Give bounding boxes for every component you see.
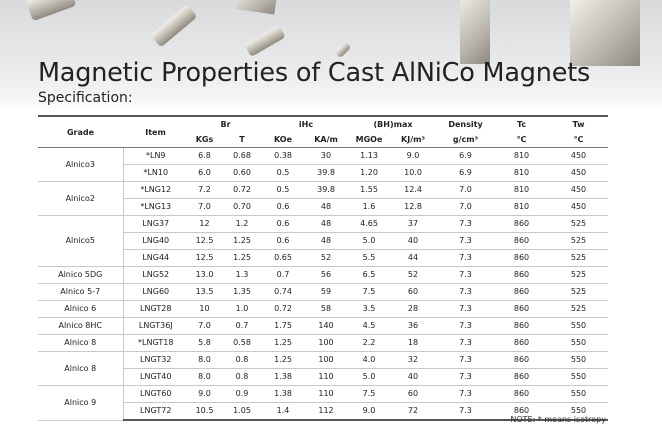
t-cell: 0.58 bbox=[221, 335, 263, 352]
mgoe-cell: 1.55 bbox=[349, 182, 389, 199]
magnet-rod-image bbox=[26, 0, 77, 21]
tw-cell: 550 bbox=[549, 369, 608, 386]
tc-cell: 860 bbox=[494, 233, 549, 250]
kgs-cell: 8.0 bbox=[188, 369, 221, 386]
koe-cell: 0.5 bbox=[263, 182, 303, 199]
kjm-cell: 40 bbox=[389, 233, 437, 250]
magnet-block-image bbox=[237, 0, 278, 15]
density-cell: 7.0 bbox=[437, 182, 494, 199]
unit-koe: KOe bbox=[263, 132, 303, 148]
tc-cell: 860 bbox=[494, 267, 549, 284]
koe-cell: 0.7 bbox=[263, 267, 303, 284]
tc-cell: 810 bbox=[494, 148, 549, 165]
item-cell: LNGT32 bbox=[123, 352, 188, 369]
density-cell: 7.3 bbox=[437, 284, 494, 301]
table-row bbox=[38, 165, 608, 182]
kam-cell: 48 bbox=[303, 199, 349, 216]
table-row bbox=[38, 352, 608, 369]
mgoe-cell: 7.5 bbox=[349, 284, 389, 301]
mgoe-cell: 4.5 bbox=[349, 318, 389, 335]
kjm-cell: 9.0 bbox=[389, 148, 437, 165]
koe-cell: 1.25 bbox=[263, 352, 303, 369]
table-row bbox=[38, 386, 608, 403]
kgs-cell: 8.0 bbox=[188, 352, 221, 369]
tw-cell: 525 bbox=[549, 216, 608, 233]
koe-cell: 1.4 bbox=[263, 403, 303, 421]
tc-cell: 860 bbox=[494, 352, 549, 369]
grade-cell: Alnico 8 bbox=[38, 335, 123, 352]
mgoe-cell: 4.65 bbox=[349, 216, 389, 233]
t-cell: 1.25 bbox=[221, 233, 263, 250]
unit-kgs: KGs bbox=[188, 132, 221, 148]
koe-cell: 0.74 bbox=[263, 284, 303, 301]
koe-cell: 0.38 bbox=[263, 148, 303, 165]
density-cell: 7.3 bbox=[437, 369, 494, 386]
table-row bbox=[38, 216, 608, 233]
kgs-cell: 12.5 bbox=[188, 250, 221, 267]
kam-cell: 110 bbox=[303, 369, 349, 386]
kjm-cell: 10.0 bbox=[389, 165, 437, 182]
t-cell: 0.72 bbox=[221, 182, 263, 199]
density-cell: 7.0 bbox=[437, 199, 494, 216]
mgoe-cell: 1.13 bbox=[349, 148, 389, 165]
density-cell: 7.3 bbox=[437, 318, 494, 335]
item-cell: LNGT28 bbox=[123, 301, 188, 318]
density-cell: 6.9 bbox=[437, 148, 494, 165]
tw-cell: 550 bbox=[549, 318, 608, 335]
tw-cell: 525 bbox=[549, 284, 608, 301]
kgs-cell: 5.8 bbox=[188, 335, 221, 352]
unit-tw: ℃ bbox=[549, 132, 608, 148]
koe-cell: 1.38 bbox=[263, 386, 303, 403]
tc-cell: 860 bbox=[494, 250, 549, 267]
kjm-cell: 60 bbox=[389, 284, 437, 301]
t-cell: 1.3 bbox=[221, 267, 263, 284]
table-row bbox=[38, 148, 608, 165]
item-cell: *LNG13 bbox=[123, 199, 188, 216]
mgoe-cell: 9.0 bbox=[349, 403, 389, 421]
item-cell: LNG60 bbox=[123, 284, 188, 301]
table-body bbox=[38, 148, 608, 421]
kjm-cell: 32 bbox=[389, 352, 437, 369]
kam-cell: 59 bbox=[303, 284, 349, 301]
t-cell: 0.60 bbox=[221, 165, 263, 182]
col-br-header: Br bbox=[188, 116, 263, 132]
magnet-rod-image bbox=[335, 42, 352, 59]
item-cell: LNG40 bbox=[123, 233, 188, 250]
col-tw-header: Tw bbox=[549, 116, 608, 132]
t-cell: 1.2 bbox=[221, 216, 263, 233]
tw-cell: 550 bbox=[549, 352, 608, 369]
table-row bbox=[38, 182, 608, 199]
kam-cell: 39.8 bbox=[303, 182, 349, 199]
item-cell: *LN10 bbox=[123, 165, 188, 182]
mgoe-cell: 3.5 bbox=[349, 301, 389, 318]
kgs-cell: 6.8 bbox=[188, 148, 221, 165]
mgoe-cell: 7.5 bbox=[349, 386, 389, 403]
t-cell: 0.7 bbox=[221, 318, 263, 335]
page-title: Magnetic Properties of Cast AlNiCo Magnets bbox=[38, 58, 591, 88]
kjm-cell: 72 bbox=[389, 403, 437, 421]
tc-cell: 860 bbox=[494, 386, 549, 403]
tw-cell: 450 bbox=[549, 165, 608, 182]
kgs-cell: 7.0 bbox=[188, 318, 221, 335]
kam-cell: 140 bbox=[303, 318, 349, 335]
item-cell: LNGT36J bbox=[123, 318, 188, 335]
kgs-cell: 12.5 bbox=[188, 233, 221, 250]
grade-cell: Alnico 9 bbox=[38, 386, 123, 421]
item-cell: LNGT60 bbox=[123, 386, 188, 403]
item-cell: *LN9 bbox=[123, 148, 188, 165]
magnet-block-image bbox=[570, 0, 640, 66]
kjm-cell: 44 bbox=[389, 250, 437, 267]
table-row bbox=[38, 233, 608, 250]
tc-cell: 860 bbox=[494, 335, 549, 352]
t-cell: 0.9 bbox=[221, 386, 263, 403]
density-cell: 7.3 bbox=[437, 267, 494, 284]
tw-cell: 525 bbox=[549, 233, 608, 250]
col-grade-header: Grade bbox=[38, 116, 123, 148]
table-header bbox=[38, 116, 608, 148]
magnet-rod-image bbox=[150, 4, 197, 47]
table-row bbox=[38, 369, 608, 386]
tc-cell: 810 bbox=[494, 199, 549, 216]
kgs-cell: 13.0 bbox=[188, 267, 221, 284]
kam-cell: 58 bbox=[303, 301, 349, 318]
grade-cell: Alnico 5DG bbox=[38, 267, 123, 284]
koe-cell: 1.38 bbox=[263, 369, 303, 386]
t-cell: 1.25 bbox=[221, 250, 263, 267]
kam-cell: 56 bbox=[303, 267, 349, 284]
density-cell: 7.3 bbox=[437, 250, 494, 267]
kam-cell: 110 bbox=[303, 386, 349, 403]
koe-cell: 1.25 bbox=[263, 335, 303, 352]
grade-cell: Alnico 8HC bbox=[38, 318, 123, 335]
grade-cell: Alnico3 bbox=[38, 148, 123, 182]
mgoe-cell: 1.20 bbox=[349, 165, 389, 182]
kam-cell: 112 bbox=[303, 403, 349, 421]
col-ihc-header: iHc bbox=[263, 116, 349, 132]
item-cell: *LNG12 bbox=[123, 182, 188, 199]
kjm-cell: 18 bbox=[389, 335, 437, 352]
col-item-header: Item bbox=[123, 116, 188, 148]
kgs-cell: 7.0 bbox=[188, 199, 221, 216]
t-cell: 1.05 bbox=[221, 403, 263, 421]
grade-cell: Alnico 5-7 bbox=[38, 284, 123, 301]
grade-cell: Alnico5 bbox=[38, 216, 123, 267]
koe-cell: 1.75 bbox=[263, 318, 303, 335]
t-cell: 0.8 bbox=[221, 369, 263, 386]
density-cell: 6.9 bbox=[437, 165, 494, 182]
koe-cell: 0.6 bbox=[263, 216, 303, 233]
table-row bbox=[38, 284, 608, 301]
kjm-cell: 12.8 bbox=[389, 199, 437, 216]
table-row bbox=[38, 250, 608, 267]
density-cell: 7.3 bbox=[437, 352, 494, 369]
mgoe-cell: 5.0 bbox=[349, 233, 389, 250]
kjm-cell: 37 bbox=[389, 216, 437, 233]
item-cell: LNG52 bbox=[123, 267, 188, 284]
mgoe-cell: 6.5 bbox=[349, 267, 389, 284]
magnet-block-image bbox=[460, 0, 490, 64]
kjm-cell: 36 bbox=[389, 318, 437, 335]
mgoe-cell: 2.2 bbox=[349, 335, 389, 352]
tw-cell: 525 bbox=[549, 250, 608, 267]
kgs-cell: 10 bbox=[188, 301, 221, 318]
kjm-cell: 28 bbox=[389, 301, 437, 318]
tw-cell: 550 bbox=[549, 335, 608, 352]
kam-cell: 52 bbox=[303, 250, 349, 267]
item-cell: LNGT72 bbox=[123, 403, 188, 421]
t-cell: 1.35 bbox=[221, 284, 263, 301]
kgs-cell: 7.2 bbox=[188, 182, 221, 199]
tc-cell: 860 bbox=[494, 403, 549, 421]
density-cell: 7.3 bbox=[437, 233, 494, 250]
tc-cell: 860 bbox=[494, 369, 549, 386]
unit-tc: ℃ bbox=[494, 132, 549, 148]
koe-cell: 0.72 bbox=[263, 301, 303, 318]
koe-cell: 0.5 bbox=[263, 165, 303, 182]
t-cell: 0.8 bbox=[221, 352, 263, 369]
kam-cell: 48 bbox=[303, 216, 349, 233]
tw-cell: 450 bbox=[549, 182, 608, 199]
mgoe-cell: 5.5 bbox=[349, 250, 389, 267]
col-density-header: Density bbox=[437, 116, 494, 132]
table-row bbox=[38, 335, 608, 352]
tc-cell: 810 bbox=[494, 165, 549, 182]
tw-cell: 450 bbox=[549, 199, 608, 216]
kgs-cell: 6.0 bbox=[188, 165, 221, 182]
kam-cell: 39.8 bbox=[303, 165, 349, 182]
unit-kjm3: KJ/m³ bbox=[389, 132, 437, 148]
koe-cell: 0.6 bbox=[263, 199, 303, 216]
koe-cell: 0.6 bbox=[263, 233, 303, 250]
item-cell: LNG44 bbox=[123, 250, 188, 267]
table-row bbox=[38, 267, 608, 284]
unit-mgoe: MGOe bbox=[349, 132, 389, 148]
tc-cell: 860 bbox=[494, 284, 549, 301]
density-cell: 7.3 bbox=[437, 301, 494, 318]
tw-cell: 525 bbox=[549, 301, 608, 318]
tw-cell: 550 bbox=[549, 403, 608, 421]
unit-t: T bbox=[221, 132, 263, 148]
unit-kam: KA/m bbox=[303, 132, 349, 148]
tc-cell: 860 bbox=[494, 301, 549, 318]
kam-cell: 30 bbox=[303, 148, 349, 165]
table-row bbox=[38, 318, 608, 335]
kam-cell: 100 bbox=[303, 352, 349, 369]
density-cell: 7.3 bbox=[437, 216, 494, 233]
unit-gcm3: g/cm³ bbox=[437, 132, 494, 148]
table-row bbox=[38, 301, 608, 318]
kgs-cell: 12 bbox=[188, 216, 221, 233]
table-row bbox=[38, 199, 608, 216]
t-cell: 0.68 bbox=[221, 148, 263, 165]
density-cell: 7.3 bbox=[437, 386, 494, 403]
t-cell: 1.0 bbox=[221, 301, 263, 318]
tw-cell: 450 bbox=[549, 148, 608, 165]
kjm-cell: 12.4 bbox=[389, 182, 437, 199]
mgoe-cell: 1.6 bbox=[349, 199, 389, 216]
tc-cell: 810 bbox=[494, 182, 549, 199]
col-tc-header: Tc bbox=[494, 116, 549, 132]
grade-cell: Alnico 6 bbox=[38, 301, 123, 318]
kgs-cell: 9.0 bbox=[188, 386, 221, 403]
grade-cell: Alnico2 bbox=[38, 182, 123, 216]
density-cell: 7.3 bbox=[437, 403, 494, 421]
tc-cell: 860 bbox=[494, 318, 549, 335]
tw-cell: 550 bbox=[549, 386, 608, 403]
page-subtitle: Specification: bbox=[38, 90, 133, 106]
item-cell: LNGT40 bbox=[123, 369, 188, 386]
mgoe-cell: 4.0 bbox=[349, 352, 389, 369]
mgoe-cell: 5.0 bbox=[349, 369, 389, 386]
kjm-cell: 40 bbox=[389, 369, 437, 386]
tc-cell: 860 bbox=[494, 216, 549, 233]
specification-table bbox=[38, 115, 608, 421]
col-bhmax-header: (BH)max bbox=[349, 116, 437, 132]
t-cell: 0.70 bbox=[221, 199, 263, 216]
item-cell: *LNGT18 bbox=[123, 335, 188, 352]
magnet-rod-image bbox=[244, 25, 286, 57]
isotropy-note: NOTE: * means isotropy bbox=[510, 415, 606, 424]
kgs-cell: 13.5 bbox=[188, 284, 221, 301]
density-cell: 7.3 bbox=[437, 335, 494, 352]
koe-cell: 0.65 bbox=[263, 250, 303, 267]
kam-cell: 100 bbox=[303, 335, 349, 352]
kam-cell: 48 bbox=[303, 233, 349, 250]
tw-cell: 525 bbox=[549, 267, 608, 284]
kjm-cell: 52 bbox=[389, 267, 437, 284]
kgs-cell: 10.5 bbox=[188, 403, 221, 421]
grade-cell: Alnico 8 bbox=[38, 352, 123, 386]
item-cell: LNG37 bbox=[123, 216, 188, 233]
kjm-cell: 60 bbox=[389, 386, 437, 403]
